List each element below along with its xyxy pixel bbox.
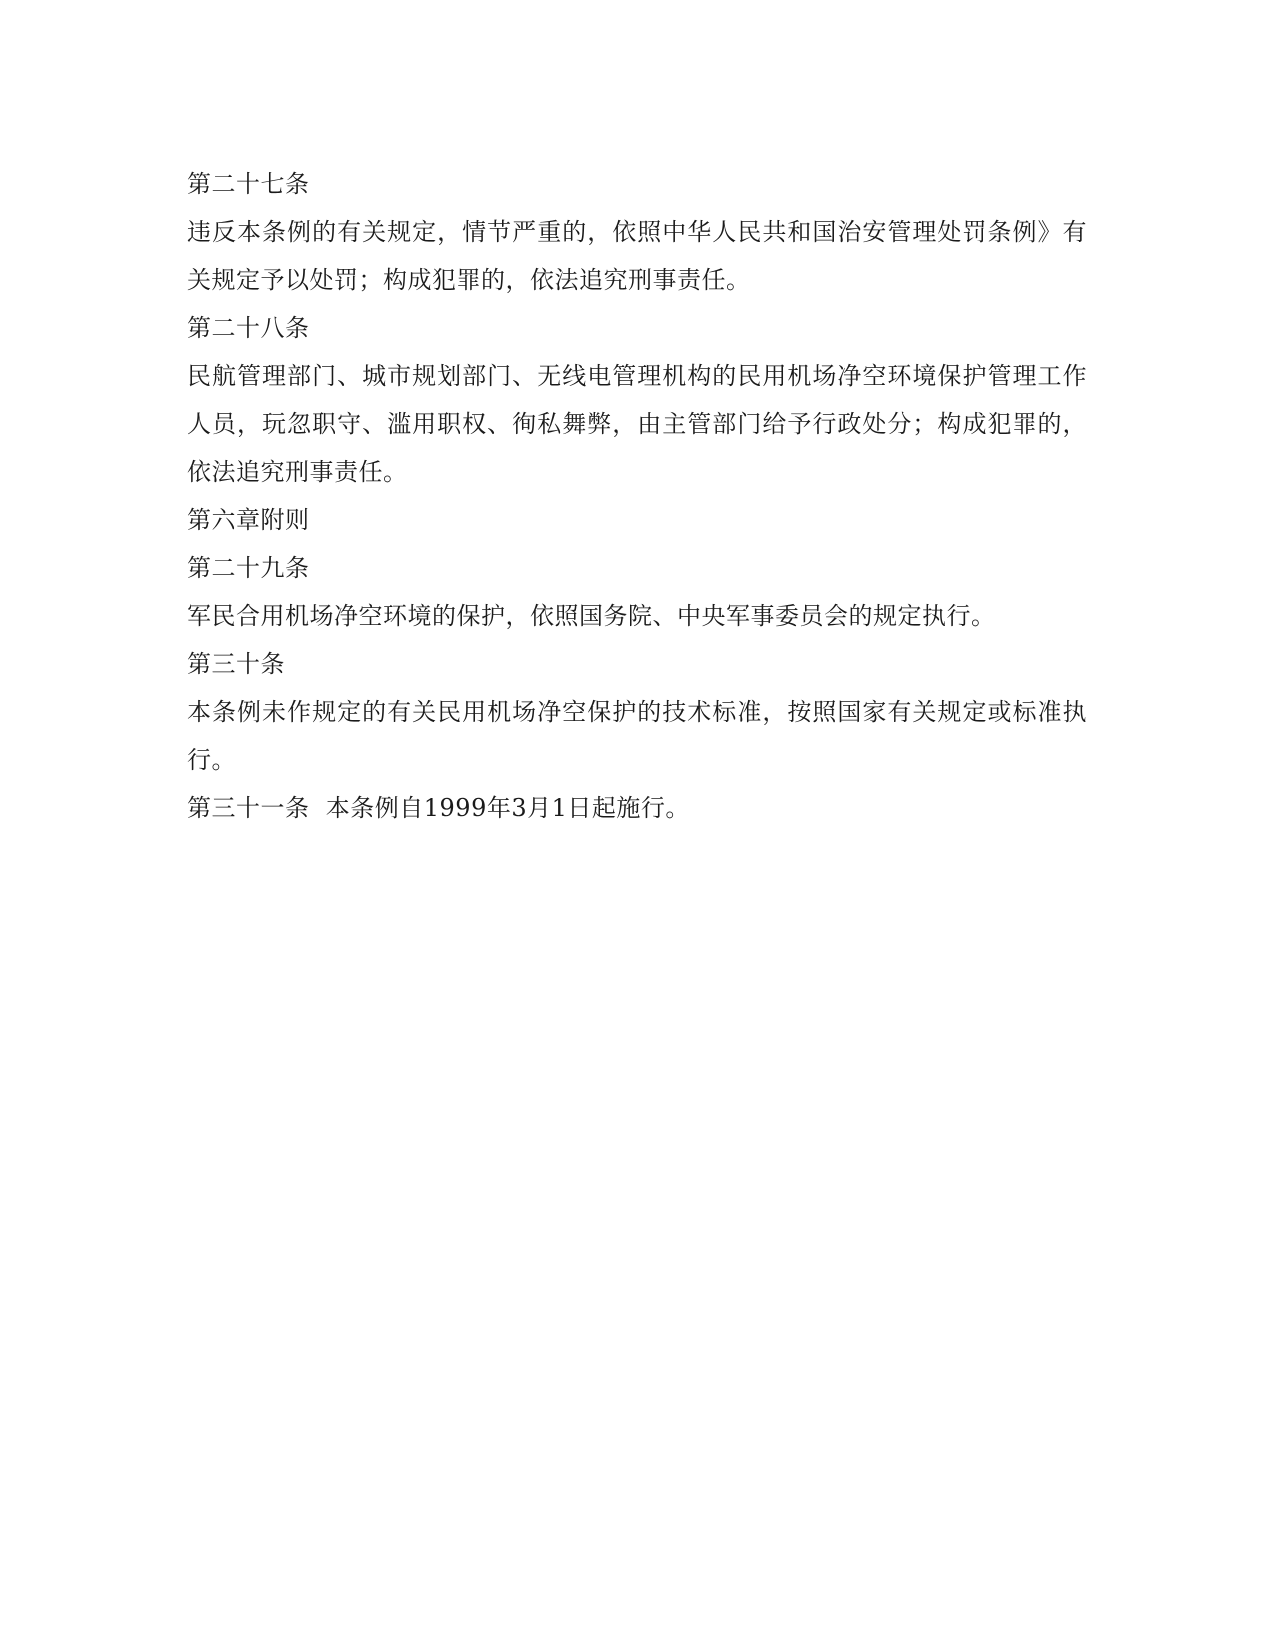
article-30-text-line-2: 行。 — [187, 746, 236, 774]
article-27-text-line-2: 关规定予以处罚；构成犯罪的，依法追究刑事责任。 — [187, 266, 751, 294]
article-29-text-line-1: 军民合用机场净空环境的保护，依照国务院、中央军事委员会的规定执行。 — [187, 602, 996, 630]
article-29-heading: 第二十九条 — [187, 554, 310, 582]
chapter-6-heading: 第六章附则 — [187, 506, 310, 534]
article-28-heading: 第二十八条 — [187, 314, 310, 342]
article-31-text: 第三十一条 本条例自1999年3月1日起施行。 — [187, 794, 690, 822]
article-27-text-line-1: 违反本条例的有关规定，情节严重的，依照中华人民共和国治安管理处罚条例》有 — [187, 218, 1087, 246]
document-page — [187, 160, 1087, 832]
article-28-text-line-3: 依法追究刑事责任。 — [187, 458, 408, 486]
article-28-text-line-2: 人员，玩忽职守、滥用职权、徇私舞弊，由主管部门给予行政处分；构成犯罪的， — [187, 410, 1087, 438]
article-28-text-line-1: 民航管理部门、城市规划部门、无线电管理机构的民用机场净空环境保护管理工作 — [187, 362, 1087, 390]
article-27-heading: 第二十七条 — [187, 170, 310, 198]
article-30-text-line-1: 本条例未作规定的有关民用机场净空保护的技术标准，按照国家有关规定或标准执 — [187, 698, 1087, 726]
article-30-heading: 第三十条 — [187, 650, 285, 678]
